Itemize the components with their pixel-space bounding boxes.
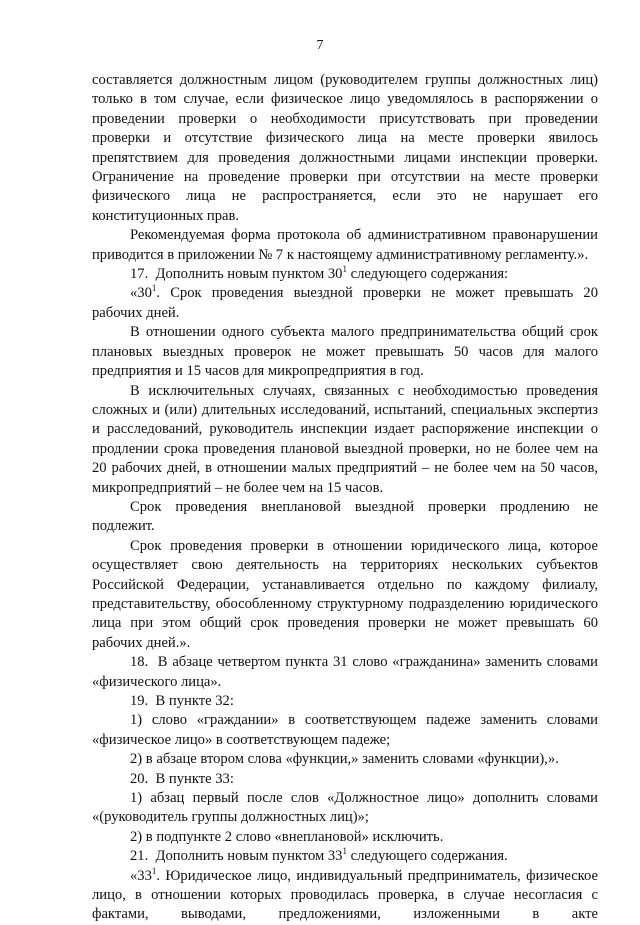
paragraph-text: 20. В пункте 33: (130, 770, 234, 787)
paragraph-text: 18. В абзаце четвертом пункта 31 слово «гражданина» заменить словами «физического лица». (92, 654, 598, 690)
paragraph (92, 71, 598, 226)
paragraph-text: 21. Дополнить новым пунктом 33 (130, 848, 343, 865)
paragraph (92, 711, 598, 750)
paragraph (92, 828, 598, 847)
superscript: 1 (342, 846, 347, 857)
paragraph (92, 226, 598, 265)
paragraph-text: 19. В пункте 32: (130, 693, 234, 709)
paragraph (92, 867, 598, 925)
paragraph-text: 2) в абзаце втором слова «функции,» заменить словами «функции),». (130, 751, 559, 768)
paragraph-text: 1) слово «граждании» в соответствующем падеже заменить словами «физическое лицо» в соответствующем падеже; (92, 712, 598, 748)
paragraph-text: «30 (130, 285, 152, 302)
document-body (92, 71, 598, 925)
paragraph (92, 789, 598, 828)
paragraph-text: Срок проведения проверки в отношении юридического лица, которое осуществляет свою деятельность на территориях нескольких субъектов Российской Федерации, устанавливается отдельно по каждому филиалу, представительству, обособленному структурному подразделению юридического лица при этом общий срок проведения проверки не может превышать 60 рабочих дней.». (92, 537, 598, 651)
paragraph (92, 692, 598, 711)
paragraph-text: В отношении одного субъекта малого предпринимательства общий срок плановых выездных проверок не может превышать 50 часов для малого предприятия и 15 часов для микропредприятия в год. (92, 324, 598, 380)
paragraph (92, 265, 598, 284)
superscript: 1 (342, 264, 347, 275)
paragraph-text: 17. Дополнить новым пунктом 30 (130, 266, 343, 283)
paragraph (92, 770, 598, 789)
paragraph-text: Рекомендуемая форма протокола об административном правонарушении приводится в приложении № 7 к настоящему административному регламенту.». (92, 227, 598, 263)
paragraph (92, 284, 598, 323)
paragraph (92, 323, 598, 381)
paragraph-text: В исключительных случаях, связанных с необходимостью проведения сложных и (или) длительных исследований, испытаний, специальных экспертиз и расследований, руководитель инспекции издает распоряжение инспекции о продлении срока проведения плановой выездной проверки, но не более чем на 20 рабочих дней, в отношении малых предприятий – не более чем на 50 часов, микропредприятий – не более чем на 15 часов. (92, 382, 598, 496)
paragraph-text: 1) абзац первый после слов «Должностное лицо» дополнить словами «(руководитель группы должностных лиц)»; (92, 790, 598, 826)
paragraph-text: «33 (130, 867, 152, 884)
paragraph-text: . Срок проведения выездной проверки не может превышать 20 рабочих дней. (92, 285, 598, 321)
paragraph (92, 653, 598, 692)
paragraph (92, 537, 598, 653)
paragraph-text: 2) в подпункте 2 слово «внеплановой» исключить. (130, 828, 444, 845)
paragraph-text: следующего содержания: (346, 266, 509, 283)
paragraph-text: Срок проведения внеплановой выездной проверки продлению не подлежит. (92, 498, 598, 535)
superscript: 1 (151, 865, 157, 876)
paragraph (92, 750, 598, 769)
paragraph (92, 498, 598, 537)
paragraph-text: следующего содержания. (346, 848, 508, 865)
page-number: 7 (316, 38, 324, 53)
paragraph (92, 382, 598, 498)
superscript: 1 (151, 283, 157, 294)
paragraph-text: . Юридическое лицо, индивидуальный предприниматель, физическое лицо, в отношении которых проводилась проверка, в случае несогласия с фактами, выводами, предложениями, изложенными в акте (92, 867, 598, 923)
paragraph (92, 847, 598, 866)
paragraph-text: составляется должностным лицом (руководителем группы должностных лиц) только в том случае, если физическое лицо уведомлялось в распоряжении о проведении проверки о необходимости присутствовать при проведении проверки и отсутствие физического лица на месте проверки явилось препятствием для проведения должностными лицами инспекции проверки. Ограничение на проведение проверки при отсутствии на месте проверки физического лица не распространяется, если это не нарушает его конституционных прав. (92, 72, 598, 224)
